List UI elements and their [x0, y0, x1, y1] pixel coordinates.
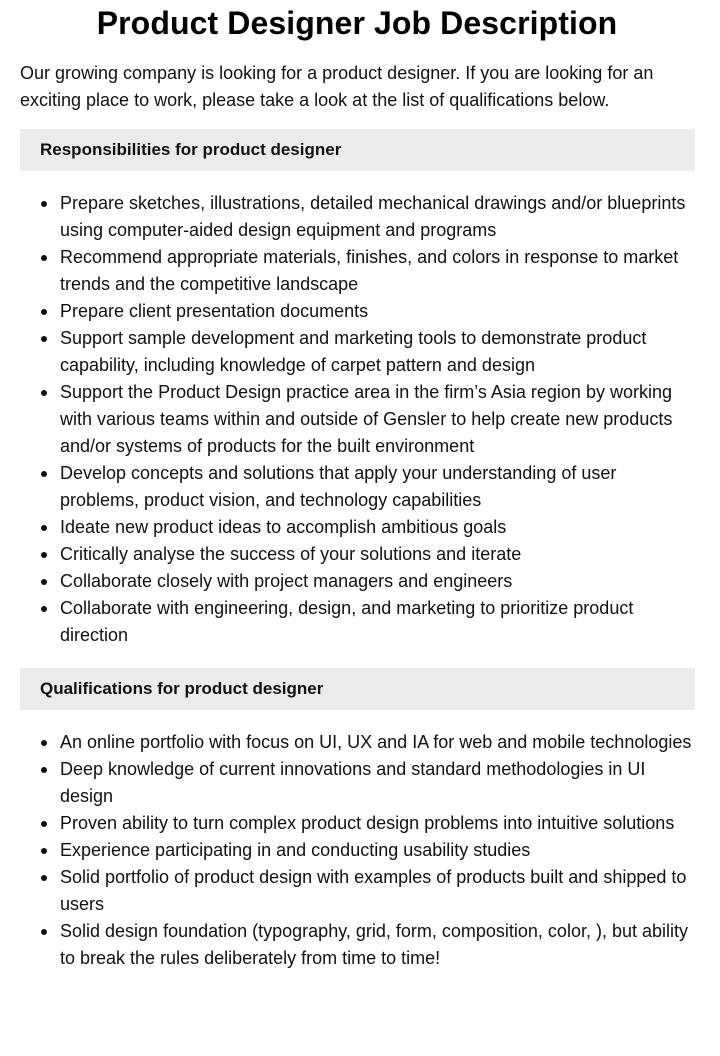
list-item-text: Experience participating in and conducting usability studies [60, 840, 531, 860]
qualifications-list [20, 729, 700, 972]
list-item-text: Collaborate with engineering, design, and marketing to prioritize product direction [60, 598, 634, 645]
list-item-text: Prepare client presentation documents [60, 301, 369, 321]
list-item-text: Solid portfolio of product design with examples of products built and shipped to users [60, 867, 687, 914]
bullet-icon [41, 929, 47, 935]
page-title: Product Designer Job Description [96, 5, 618, 41]
list-item [20, 244, 700, 298]
qualifications-heading: Qualifications for product designer [20, 668, 695, 710]
intro-paragraph: Our growing company is looking for a product designer. If you are looking for an exciting place to work, please take a look at the list of qualifications below. [20, 63, 654, 110]
bullet-icon [41, 336, 47, 342]
list-item [20, 325, 700, 379]
list-item-text: Support the Product Design practice area in the firm’s Asia region by working with various teams within and outside of Gensler to help create new products and/or systems of products for the built environment [60, 382, 673, 456]
bullet-icon [41, 201, 47, 207]
list-item-text: Prepare sketches, illustrations, detailed mechanical drawings and/or blueprints using computer-aided design equipment and programs [60, 193, 686, 240]
list-item-text: Ideate new product ideas to accomplish ambitious goals [60, 517, 507, 537]
list-item [20, 810, 700, 837]
bullet-icon [41, 875, 47, 881]
bullet-icon [41, 255, 47, 261]
responsibilities-heading: Responsibilities for product designer [20, 129, 695, 171]
list-item [20, 568, 700, 595]
bullet-icon [41, 579, 47, 585]
list-item [20, 837, 700, 864]
bullet-icon [41, 525, 47, 531]
list-item-text: Collaborate closely with project managers and engineers [60, 571, 513, 591]
list-item-text: An online portfolio with focus on UI, UX and IA for web and mobile technologies [60, 732, 692, 752]
list-item [20, 595, 700, 649]
bullet-icon [41, 471, 47, 477]
list-item-text: Deep knowledge of current innovations and standard methodologies in UI design [60, 759, 646, 806]
bullet-icon [41, 740, 47, 746]
list-item [20, 298, 700, 325]
list-item [20, 190, 700, 244]
list-item-text: Recommend appropriate materials, finishes, and colors in response to market trends and the competitive landscape [60, 247, 679, 294]
bullet-icon [41, 767, 47, 773]
list-item [20, 756, 700, 810]
bullet-icon [41, 552, 47, 558]
list-item [20, 541, 700, 568]
list-item-text: Critically analyse the success of your solutions and iterate [60, 544, 522, 564]
responsibilities-list [20, 190, 700, 649]
bullet-icon [41, 309, 47, 315]
bullet-icon [41, 390, 47, 396]
bullet-icon [41, 848, 47, 854]
list-item [20, 918, 700, 972]
list-item-text: Develop concepts and solutions that apply your understanding of user problems, product vision, and technology capabilities [60, 463, 617, 510]
list-item [20, 864, 700, 918]
list-item [20, 379, 700, 460]
list-item-text: Support sample development and marketing tools to demonstrate product capability, including knowledge of carpet pattern and design [60, 328, 647, 375]
list-item [20, 729, 700, 756]
bullet-icon [41, 821, 47, 827]
list-item [20, 460, 700, 514]
list-item-text: Proven ability to turn complex product design problems into intuitive solutions [60, 813, 675, 833]
list-item-text: Solid design foundation (typography, grid, form, composition, color, ), but ability to break the rules deliberately from time to time! [60, 921, 688, 968]
list-item [20, 514, 700, 541]
bullet-icon [41, 606, 47, 612]
